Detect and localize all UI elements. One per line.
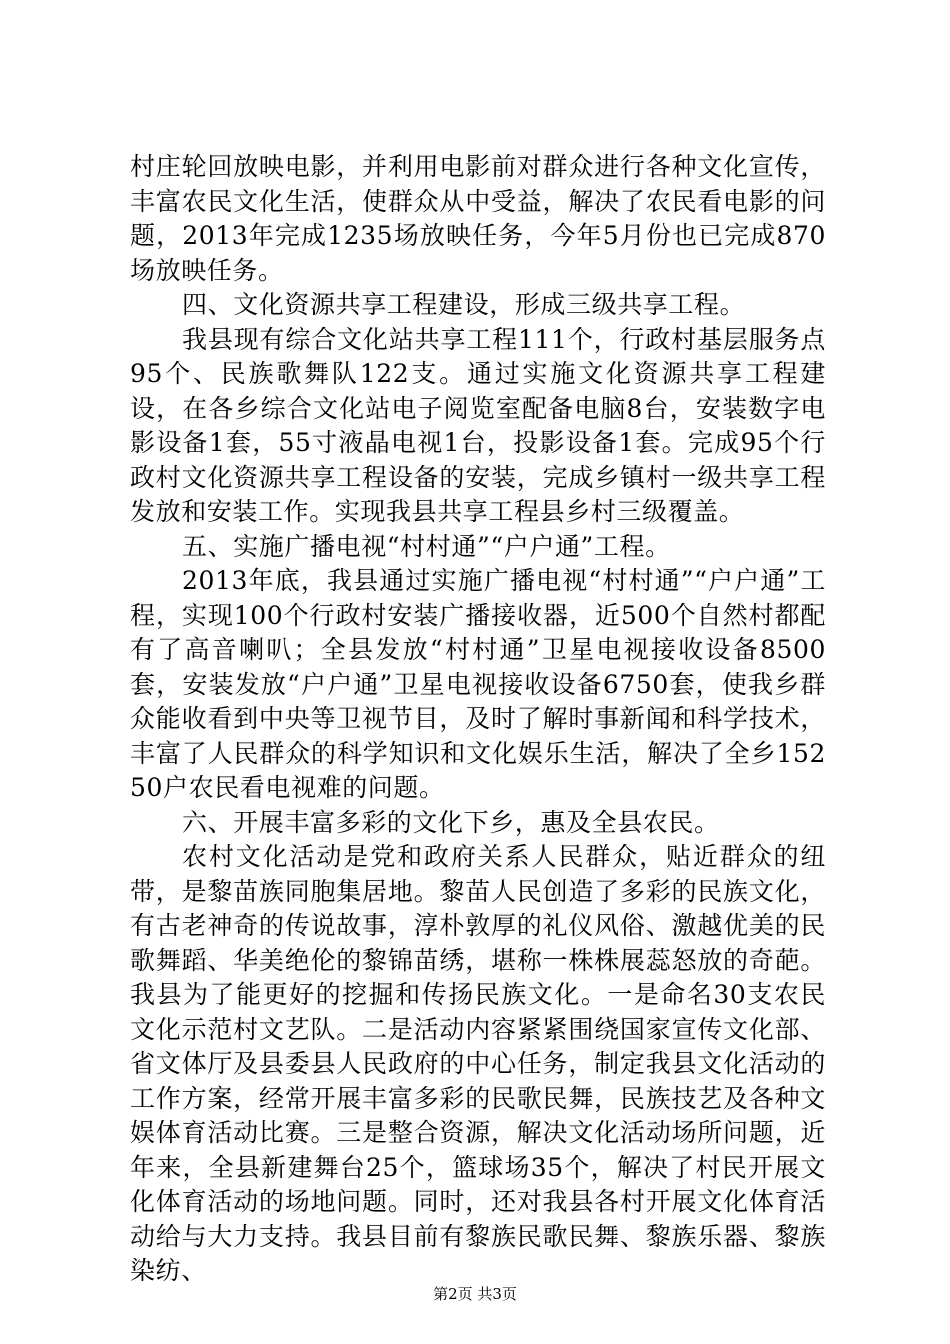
paragraph-continuation: 村庄轮回放映电影，并利用电影前对群众进行各种文化宣传，丰富农民文化生活，使群众从中受益，解决了农民看电影的问题，2013年完成1235场放映任务，今年5月份也已完成870场放映任务。 [130, 152, 826, 285]
page-number-footer: 第2页 共3页 [433, 1285, 517, 1303]
paragraph-cultural-activities: 农村文化活动是党和政府关系人民群众，贴近群众的纽带，是黎苗族同胞集居地。黎苗人民创造了多彩的民族文化，有古老神奇的传说故事，淳朴敦厚的礼仪风俗、激越优美的民歌舞蹈、华美绝伦的黎锦苗绣，堪称一株株展蕊怒放的奇葩。我县为了能更好的挖掘和传扬民族文化。一是命名30支农民文化示范村文艺队。二是活动内容紧紧围绕国家宣传文化部、省文体厅及县委县人民政府的中心任务，制定我县文化活动的工作方案，经常开展丰富多彩的民歌民舞，民族技艺及各种文娱体育活动比赛。三是整合资源，解决文化活动场所问题，近年来，全县新建舞台25个，篮球场35个，解决了村民开展文化体育活动的场地问题。同时，还对我县各村开展文化体育活动给与大力支持。我县目前有黎族民歌民舞、黎族乐器、黎族染纺、 [130, 842, 826, 1285]
paragraph-broadcast-tv: 2013年底，我县通过实施广播电视“村村通”“户户通”工程，实现100个行政村安装广播接收器，近500个自然村都配有了高音喇叭；全县发放“村村通”卫星电视接收设备8500套，安装发放“户户通”卫星电视接收设备6750套，使我乡群众能收看到中央等卫视节目，及时了解时事新闻和科学技术，丰富了人民群众的科学知识和文化娱乐生活，解决了全乡15250户农民看电视难的问题。 [130, 566, 826, 802]
heading-section-five: 五、实施广播电视“村村通”“户户通”工程。 [182, 531, 671, 561]
heading-section-four: 四、文化资源共享工程建设，形成三级共享工程。 [182, 290, 746, 319]
heading-section-six: 六、开展丰富多彩的文化下乡，惠及全县农民。 [182, 807, 720, 837]
document-body [130, 150, 826, 1289]
paragraph-resource-sharing: 我县现有综合文化站共享工程111个，行政村基层服务点95个、民族歌舞队122支。通过实施文化资源共享工程建设，在各乡综合文化站电子阅览室配备电脑8台，安装数字电影设备1套，55寸液晶电视1台，投影设备1套。完成95个行政村文化资源共享工程设备的安装，完成乡镇村一级共享工程发放和安装工作。实现我县共享工程县乡村三级覆盖。 [130, 324, 826, 526]
